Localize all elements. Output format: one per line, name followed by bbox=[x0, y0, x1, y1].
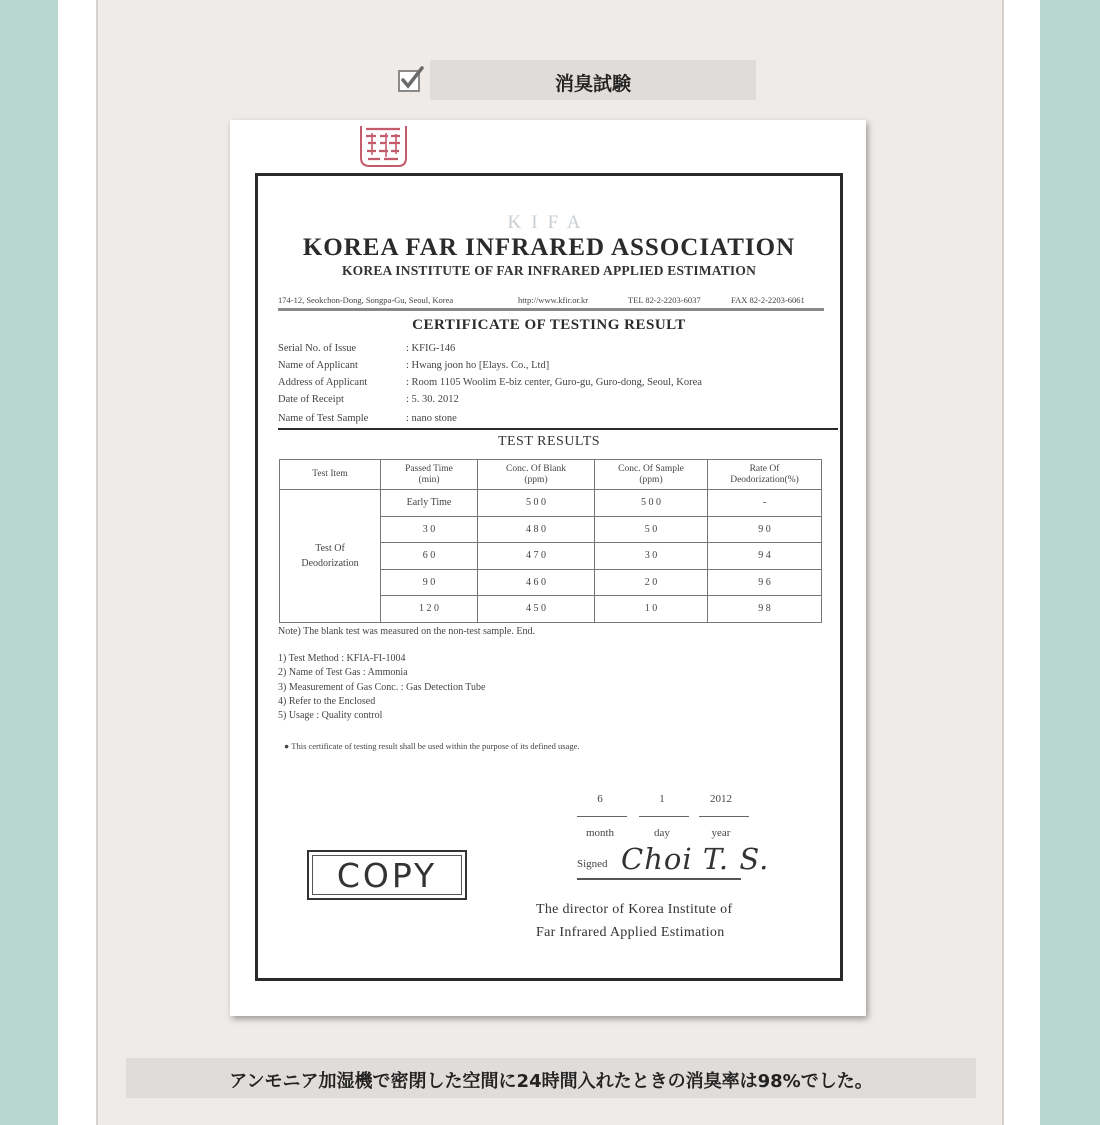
signed-label: Signed bbox=[577, 858, 608, 870]
usage-note-text: This certificate of testing result shall be used within the purpose of its defined usage. bbox=[291, 741, 580, 751]
table-cell: - bbox=[708, 490, 822, 517]
table-cell: 4 7 0 bbox=[478, 543, 595, 570]
left-white-border bbox=[58, 0, 96, 1125]
method-line: 3) Measurement of Gas Conc. : Gas Detection Tube bbox=[278, 682, 486, 693]
info-value: : Room 1105 Woolim E-biz center, Guro-gu, Guro-dong, Seoul, Korea bbox=[406, 377, 702, 388]
header-unit: Deodorization(%) bbox=[730, 474, 799, 485]
institute-name: KOREA INSTITUTE OF FAR INFRARED APPLIED ESTIMATION bbox=[341, 263, 757, 278]
table-cell: 1 0 bbox=[595, 596, 708, 623]
table-cell: 5 0 bbox=[595, 516, 708, 543]
table-row bbox=[280, 490, 822, 517]
right-background-stripe bbox=[1040, 0, 1100, 1125]
date-underline bbox=[639, 816, 689, 817]
method-line: 2) Name of Test Gas : Ammonia bbox=[278, 667, 408, 678]
usage-note bbox=[284, 741, 579, 751]
method-line: 4) Refer to the Enclosed bbox=[278, 696, 376, 707]
month-label: month bbox=[585, 827, 615, 839]
date-year: 2012 bbox=[710, 793, 732, 805]
header-line: Conc. Of Blank bbox=[506, 463, 566, 474]
table-cell: 4 5 0 bbox=[478, 596, 595, 623]
table-cell: 4 8 0 bbox=[478, 516, 595, 543]
header-line: Passed Time bbox=[405, 463, 453, 474]
method-line: 5) Usage : Quality control bbox=[278, 710, 383, 721]
table-cell: 9 6 bbox=[708, 569, 822, 596]
info-row bbox=[278, 343, 455, 354]
date-underline bbox=[577, 816, 627, 817]
right-white-border bbox=[1002, 0, 1040, 1125]
organization-name: KOREA FAR INFRARED ASSOCIATION bbox=[302, 234, 796, 261]
table-cell: 9 0 bbox=[381, 569, 478, 596]
checkbox-checked-icon bbox=[398, 66, 424, 92]
info-label: Address of Applicant bbox=[278, 377, 368, 388]
info-label: Serial No. of Issue bbox=[278, 343, 357, 354]
table-note: Note) The blank test was measured on the non-test sample. End. bbox=[278, 626, 535, 637]
info-row bbox=[278, 360, 549, 371]
copy-stamp bbox=[307, 850, 467, 900]
kifa-watermark: KIFA bbox=[507, 212, 591, 233]
org-website: http://www.kfir.or.kr bbox=[518, 295, 589, 305]
director-line: The director of Korea Institute of bbox=[536, 902, 733, 917]
table-cell: 5 0 0 bbox=[478, 490, 595, 517]
section-heading bbox=[398, 60, 758, 100]
header-cell bbox=[478, 460, 595, 490]
day-label: day bbox=[654, 827, 670, 839]
info-label: Date of Receipt bbox=[278, 394, 344, 405]
info-label: Name of Test Sample bbox=[278, 413, 369, 424]
table-cell: 4 6 0 bbox=[478, 569, 595, 596]
certificate-image bbox=[230, 120, 866, 1016]
table-cell: 9 0 bbox=[708, 516, 822, 543]
table-cell: 5 0 0 bbox=[595, 490, 708, 517]
table-cell: 9 8 bbox=[708, 596, 822, 623]
header-cell: Test Item bbox=[280, 460, 381, 490]
left-background-stripe bbox=[0, 0, 58, 1125]
table-cell: 2 0 bbox=[595, 569, 708, 596]
table-cell: 3 0 bbox=[381, 516, 478, 543]
section-heading-bar bbox=[430, 60, 756, 100]
signature: Choi T. S. bbox=[621, 842, 770, 876]
date-day: 1 bbox=[659, 793, 665, 805]
table-cell: 9 4 bbox=[708, 543, 822, 570]
info-value: : KFIG-146 bbox=[406, 343, 456, 354]
red-seal-stamp-icon bbox=[358, 124, 408, 168]
org-address: 174-12, Seokchon-Dong, Songpa-Gu, Seoul, Korea bbox=[278, 295, 454, 305]
date-month: 6 bbox=[597, 793, 603, 805]
method-line: 1) Test Method : KFIA-FI-1004 bbox=[278, 653, 406, 664]
test-item-cell bbox=[280, 490, 381, 623]
header-line: Conc. Of Sample bbox=[618, 463, 684, 474]
certificate-title: CERTIFICATE OF TESTING RESULT bbox=[412, 317, 686, 333]
table-cell: 1 2 0 bbox=[381, 596, 478, 623]
table-cell: 3 0 bbox=[595, 543, 708, 570]
info-label: Name of Applicant bbox=[278, 360, 358, 371]
info-value: : 5. 30. 2012 bbox=[406, 394, 459, 405]
caption-text: アンモニア加湿機で密閉した空間に24時間入れたときの消臭率は98%でした。 bbox=[229, 1071, 873, 1092]
header-cell bbox=[595, 460, 708, 490]
divider bbox=[278, 308, 824, 311]
header-cell bbox=[381, 460, 478, 490]
certificate-frame bbox=[255, 173, 843, 981]
caption-bar bbox=[126, 1058, 976, 1098]
header-unit: (ppm) bbox=[524, 474, 548, 485]
header-unit: (min) bbox=[418, 474, 440, 485]
info-row bbox=[278, 377, 702, 388]
table-cell: Early Time bbox=[381, 490, 478, 517]
results-table bbox=[279, 459, 822, 623]
info-value: : Hwang joon ho [Elays. Co., Ltd] bbox=[406, 360, 550, 371]
header-cell bbox=[708, 460, 822, 490]
signature-line bbox=[577, 878, 741, 880]
info-row bbox=[278, 394, 459, 405]
director-line: Far Infrared Applied Estimation bbox=[536, 925, 725, 940]
info-value: : nano stone bbox=[406, 413, 457, 424]
copy-stamp-text: COPY bbox=[336, 856, 438, 895]
test-item-line: Test Of bbox=[315, 542, 345, 554]
info-row bbox=[278, 413, 457, 424]
table-header-row bbox=[280, 460, 822, 490]
org-tel: TEL 82-2-2203-6037 bbox=[628, 295, 701, 305]
year-label: year bbox=[711, 827, 731, 839]
table-cell: 6 0 bbox=[381, 543, 478, 570]
header-unit: (ppm) bbox=[639, 474, 663, 485]
test-results-title: TEST RESULTS bbox=[497, 434, 601, 449]
test-item-line: Deodorization bbox=[301, 557, 359, 569]
date-underline bbox=[699, 816, 749, 817]
org-fax: FAX 82-2-2203-6061 bbox=[731, 295, 805, 305]
divider bbox=[278, 428, 838, 430]
bullet-icon: ● bbox=[284, 741, 292, 751]
header-line: Rate Of bbox=[749, 463, 780, 474]
section-title: 消臭試験 bbox=[554, 73, 631, 95]
